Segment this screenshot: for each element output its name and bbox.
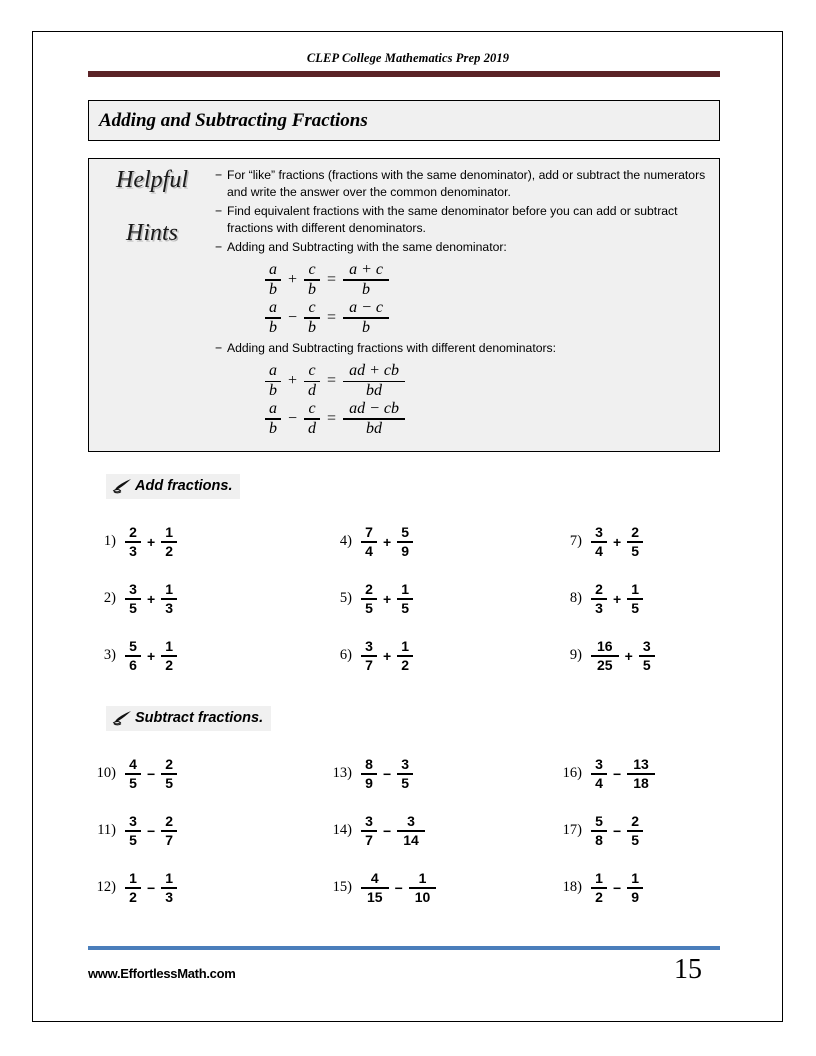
helpful-hints-box (88, 158, 720, 452)
hint-text: Find equivalent fractions with the same denominator before you can add or subtract fractions with different denominators. (227, 204, 678, 235)
denominator: 9 (401, 542, 410, 559)
denominator: 5 (129, 774, 137, 791)
fraction (397, 582, 413, 616)
problem-expression (589, 582, 645, 616)
denominator: b (269, 419, 277, 437)
problem-item[interactable] (88, 570, 324, 627)
numerator: 3 (129, 580, 137, 597)
operator: + (383, 647, 392, 664)
operator: − (147, 765, 156, 782)
formula-block-same-denominator (215, 262, 711, 336)
fraction (304, 363, 320, 400)
numerator: 1 (401, 580, 410, 597)
denominator: b (269, 318, 277, 336)
problem-number: 11) (97, 822, 116, 839)
denominator: 3 (595, 599, 603, 616)
operator: − (613, 765, 622, 782)
numerator: c (308, 261, 316, 278)
numerator: a (269, 298, 277, 316)
fraction (161, 582, 177, 616)
denominator: 25 (597, 656, 613, 673)
numerator: 1 (129, 869, 137, 886)
fraction-result (343, 262, 389, 299)
problem-expression (123, 639, 179, 673)
footer-rule (88, 946, 720, 950)
numerator: 2 (595, 580, 603, 597)
hint-bullet (215, 203, 711, 237)
page-content (88, 44, 728, 1009)
problem-item[interactable] (88, 802, 324, 859)
problem-expression (123, 814, 179, 848)
denominator: 5 (129, 831, 137, 848)
fraction (161, 525, 177, 559)
denominator: 18 (633, 774, 649, 791)
problem-number: 5) (339, 590, 352, 607)
numerator: 5 (129, 637, 137, 654)
helpful-hints-label (89, 159, 215, 451)
denominator: 5 (642, 656, 651, 673)
denominator: bd (366, 419, 383, 437)
problem-number: 2) (103, 590, 116, 607)
fraction-result (343, 300, 389, 337)
problem-expression (589, 814, 645, 848)
problem-number: 4) (339, 533, 352, 550)
numerator: 1 (165, 637, 174, 654)
helpful-hints-body (215, 159, 719, 451)
numerator: 4 (370, 869, 379, 886)
fraction (304, 300, 320, 337)
denominator: 7 (165, 831, 174, 848)
operator: + (624, 647, 633, 664)
denominator: 10 (414, 888, 431, 905)
operator: + (383, 590, 392, 607)
problem-item[interactable] (88, 745, 324, 802)
denominator: 4 (365, 542, 373, 559)
operator: − (147, 822, 156, 839)
numerator: a + c (349, 261, 383, 278)
problem-number: 9) (569, 647, 582, 664)
problem-item[interactable] (324, 627, 554, 684)
book-title: CLEP College Mathematics Prep 2019 (306, 51, 510, 65)
numerator: a − c (349, 298, 383, 316)
numerator: 3 (595, 523, 603, 540)
fraction (627, 871, 643, 905)
problem-item[interactable] (324, 513, 554, 570)
numerator: a (269, 399, 277, 417)
denominator: 8 (595, 831, 603, 848)
numerator: 1 (418, 869, 427, 886)
hint-text: Adding and Subtracting with the same denominator: (227, 240, 507, 254)
denominator: 2 (129, 888, 137, 905)
formula-row (263, 363, 711, 400)
fraction (591, 814, 607, 848)
problem-item[interactable] (554, 802, 720, 859)
fraction (361, 525, 377, 559)
problem-item[interactable] (324, 570, 554, 627)
denominator: b (362, 318, 371, 336)
numerator: c (308, 298, 316, 316)
numerator: 3 (407, 812, 415, 829)
hint-dash: − (215, 240, 223, 254)
quill-pen-icon (112, 710, 132, 726)
problem-item[interactable] (554, 627, 720, 684)
fraction (409, 871, 437, 905)
section-label: Add fractions. (135, 478, 233, 495)
footer-row (88, 954, 720, 985)
denominator: 14 (403, 831, 419, 848)
fraction (161, 757, 177, 791)
fraction (265, 262, 281, 299)
problem-item[interactable] (324, 745, 554, 802)
denominator: 3 (129, 542, 137, 559)
denominator: 9 (631, 888, 640, 905)
problem-number: 10) (96, 765, 116, 782)
equals-sign: = (327, 409, 337, 427)
problem-item[interactable] (554, 513, 720, 570)
operator: − (147, 879, 156, 896)
fraction (397, 757, 413, 791)
operator: − (288, 308, 298, 326)
numerator: 7 (365, 523, 373, 540)
denominator: 5 (401, 774, 410, 791)
denominator: b (308, 318, 317, 336)
fraction (265, 363, 281, 400)
problem-expression (359, 639, 415, 673)
problem-expression (123, 757, 179, 791)
denominator: 5 (631, 599, 640, 616)
page-number: 15 (674, 954, 702, 985)
fraction (304, 401, 320, 438)
problem-expression (359, 525, 415, 559)
fraction-result (343, 363, 405, 400)
hint-bullet (215, 340, 711, 357)
hint-bullet (215, 239, 711, 256)
fraction (161, 871, 177, 905)
hint-dash: − (215, 204, 223, 218)
section-label: Subtract fractions. (135, 710, 264, 727)
numerator: 5 (595, 812, 603, 829)
denominator: 5 (631, 831, 640, 848)
numerator: 3 (365, 637, 373, 654)
numerator: 3 (642, 637, 651, 654)
fraction (627, 582, 643, 616)
denominator: 6 (129, 656, 137, 673)
denominator: 2 (165, 656, 174, 673)
fraction (591, 525, 607, 559)
problem-number: 12) (96, 879, 116, 896)
fraction (591, 582, 607, 616)
problem-number: 7) (569, 533, 582, 550)
problem-expression (589, 525, 645, 559)
hint-text: For “like” fractions (fractions with the same denominator), add or subtract the numerators and write the answer over the common denominator. (227, 168, 706, 199)
hints-label-line1: Helpful (116, 167, 188, 193)
denominator: d (308, 382, 317, 400)
header-rule (88, 71, 720, 77)
problem-expression (359, 871, 438, 905)
denominator: 4 (595, 774, 603, 791)
formula-block-different-denominator (215, 363, 711, 437)
fraction (304, 262, 320, 299)
hints-label-line2: Hints (125, 220, 178, 246)
fraction (361, 757, 377, 791)
problem-item[interactable] (554, 859, 720, 916)
fraction (361, 639, 377, 673)
page-title: Adding and Subtracting Fractions (99, 109, 368, 131)
page-footer (88, 946, 720, 985)
numerator: 3 (401, 755, 410, 772)
numerator: 2 (165, 755, 174, 772)
problem-number: 8) (569, 590, 582, 607)
equals-sign: = (327, 308, 337, 326)
section-banner-subtract (106, 706, 271, 731)
numerator: 2 (365, 580, 373, 597)
operator: + (288, 271, 298, 289)
numerator: 13 (633, 755, 649, 772)
denominator: b (308, 281, 317, 299)
quill-pen-icon (112, 478, 132, 494)
section-banner-add (106, 474, 240, 499)
numerator: 1 (595, 869, 603, 886)
problem-item[interactable] (324, 859, 554, 916)
operator: + (147, 647, 156, 664)
fraction (361, 871, 389, 905)
numerator: 16 (597, 637, 613, 654)
fraction (627, 757, 655, 791)
operator: − (394, 879, 403, 896)
denominator: 7 (365, 656, 373, 673)
problem-number: 13) (332, 765, 352, 782)
denominator: 5 (401, 599, 410, 616)
problem-expression (359, 814, 427, 848)
fraction (627, 525, 643, 559)
operator: − (613, 822, 622, 839)
operator: + (288, 372, 298, 390)
denominator: 4 (595, 542, 603, 559)
fraction (627, 814, 643, 848)
denominator: bd (366, 382, 383, 400)
numerator: ad + cb (349, 362, 399, 380)
operator: − (383, 765, 392, 782)
problem-expression (123, 582, 179, 616)
numerator: 1 (165, 523, 174, 540)
denominator: b (269, 382, 277, 400)
denominator: 2 (401, 656, 410, 673)
numerator: 3 (129, 812, 137, 829)
fraction (591, 757, 607, 791)
operator: − (383, 822, 392, 839)
operator: + (613, 590, 622, 607)
denominator: 3 (165, 599, 174, 616)
fraction (125, 639, 141, 673)
problem-grid-add (88, 513, 728, 684)
problem-item[interactable] (88, 859, 324, 916)
problem-number: 14) (332, 822, 352, 839)
numerator: 1 (165, 580, 174, 597)
hint-text: Adding and Subtracting fractions with different denominators: (227, 341, 557, 356)
fraction (161, 814, 177, 848)
numerator: 1 (165, 869, 174, 886)
equals-sign: = (327, 271, 337, 289)
numerator: 5 (401, 523, 410, 540)
problem-expression (123, 525, 179, 559)
operator: + (147, 590, 156, 607)
problem-expression (589, 639, 657, 673)
fraction (397, 814, 425, 848)
operator: − (288, 409, 298, 427)
problem-expression (359, 582, 415, 616)
fraction (265, 401, 281, 438)
denominator: 5 (631, 542, 640, 559)
fraction (125, 814, 141, 848)
problem-number: 1) (103, 533, 116, 550)
problem-expression (359, 757, 415, 791)
fraction (265, 300, 281, 337)
problem-item[interactable] (554, 570, 720, 627)
denominator: 15 (367, 888, 383, 905)
numerator: c (308, 399, 316, 417)
fraction-result (343, 401, 405, 438)
fraction (639, 639, 655, 673)
numerator: 2 (631, 523, 640, 540)
denominator: 2 (595, 888, 603, 905)
fraction (125, 757, 141, 791)
fraction (361, 582, 377, 616)
fraction (397, 525, 413, 559)
operator: − (613, 879, 622, 896)
problem-expression (589, 871, 645, 905)
problem-number: 18) (562, 879, 582, 896)
hint-dash: − (215, 341, 223, 356)
fraction (161, 639, 177, 673)
operator: + (383, 533, 392, 550)
operator: + (613, 533, 622, 550)
problem-number: 6) (339, 647, 352, 664)
numerator: 1 (631, 580, 640, 597)
fraction (361, 814, 377, 848)
numerator: 2 (129, 523, 137, 540)
denominator: d (308, 419, 317, 437)
denominator: b (362, 281, 371, 299)
hint-bullet (215, 167, 711, 201)
fraction (125, 525, 141, 559)
formula-row (263, 300, 711, 337)
problem-expression (589, 757, 657, 791)
problem-number: 3) (103, 647, 116, 664)
fraction (591, 639, 619, 673)
problem-item[interactable] (554, 745, 720, 802)
problem-item[interactable] (324, 802, 554, 859)
numerator: 4 (129, 755, 137, 772)
formula-row (263, 401, 711, 438)
numerator: ad − cb (349, 399, 399, 417)
denominator: 5 (365, 599, 373, 616)
numerator: 2 (631, 812, 640, 829)
denominator: 2 (165, 542, 174, 559)
numerator: 1 (631, 869, 640, 886)
chapter-title-bar (88, 100, 720, 141)
denominator: 9 (365, 774, 373, 791)
operator: + (147, 533, 156, 550)
numerator: 3 (365, 812, 373, 829)
fraction (125, 871, 141, 905)
hint-dash: − (215, 168, 223, 182)
problem-item[interactable] (88, 513, 324, 570)
problem-number: 17) (562, 822, 582, 839)
denominator: 7 (365, 831, 373, 848)
problem-number: 15) (332, 879, 352, 896)
numerator: a (269, 261, 277, 278)
website-link[interactable]: www.EffortlessMath.com (88, 966, 236, 982)
denominator: 5 (165, 774, 174, 791)
problem-number: 16) (562, 765, 582, 782)
numerator: c (308, 362, 316, 380)
denominator: b (269, 281, 277, 299)
numerator: 8 (365, 755, 373, 772)
problem-item[interactable] (88, 627, 324, 684)
problem-grid-subtract (88, 745, 728, 916)
numerator: 1 (401, 637, 410, 654)
formula-row (263, 262, 711, 299)
denominator: 5 (129, 599, 137, 616)
fraction (397, 639, 413, 673)
equals-sign: = (327, 372, 337, 390)
fraction (591, 871, 607, 905)
numerator: 3 (595, 755, 603, 772)
numerator: a (269, 362, 277, 380)
numerator: 2 (165, 812, 174, 829)
denominator: 3 (165, 888, 174, 905)
fraction (125, 582, 141, 616)
problem-expression (123, 871, 179, 905)
